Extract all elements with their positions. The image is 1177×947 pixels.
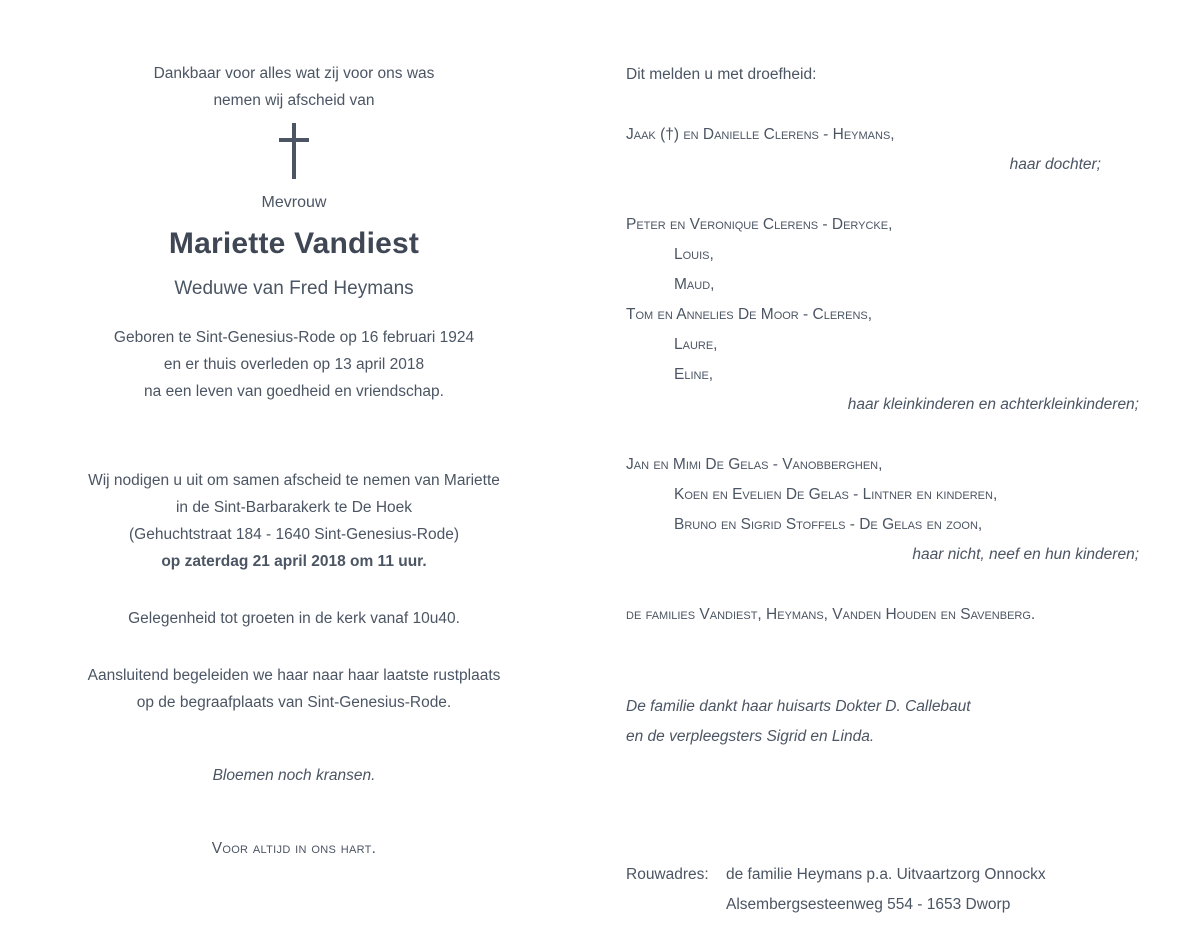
intro-line-2: nemen wij afscheid van xyxy=(213,92,375,109)
flowers-note: Bloemen noch kransen. xyxy=(212,767,376,784)
family-group-3-relation: haar nicht, neef en hun kinderen; xyxy=(912,546,1139,563)
thanks-line-2: en de verpleegsters Sigrid en Linda. xyxy=(626,728,875,745)
family-group-2-relation: haar kleinkinderen en achterkleinkinderen; xyxy=(847,396,1139,413)
family-group-2-line-5: Laure, xyxy=(674,336,718,353)
deceased-subtitle: Weduwe van Fred Heymans xyxy=(174,278,414,299)
thanks-line-1: De familie dankt haar huisarts Dokter D. Callebaut xyxy=(626,698,971,715)
cross-icon-wrapper xyxy=(40,114,548,188)
invitation-line-1: Wij nodigen u uit om samen afscheid te nemen van Mariette xyxy=(88,472,500,489)
burial-line-1: Aansluitend begeleiden we haar naar haar laatste rustplaats xyxy=(87,667,501,684)
spacer xyxy=(40,575,548,605)
family-group-1-relation: haar dochter; xyxy=(1009,156,1101,173)
invitation-line-3: (Gehuchtstraat 184 - 1640 Sint-Genesius-Rode) xyxy=(129,526,459,543)
spacer xyxy=(626,420,1141,450)
intro-line-1: Dankbaar voor alles wat zij voor ons was xyxy=(153,65,435,82)
mourning-address-row xyxy=(626,860,1141,890)
spacer xyxy=(626,570,1141,600)
family-group-2-line-4: Tom en Annelies De Moor - Clerens, xyxy=(626,306,873,323)
spacer xyxy=(626,814,1141,860)
spacer xyxy=(626,630,1141,692)
mourning-address-label: Rouwadres: xyxy=(626,866,709,883)
family-group-2-line-6: Eline, xyxy=(674,366,714,383)
family-group-3-line-1: Jan en Mimi De Gelas - Vanobberghen, xyxy=(626,456,883,473)
cross-icon xyxy=(277,123,311,179)
deceased-title: Mevrouw xyxy=(261,194,327,211)
family-group-3-line-3: Bruno en Sigrid Stoffels - De Gelas en zoon, xyxy=(674,516,983,533)
spacer xyxy=(40,716,548,762)
family-group-1-line: Jaak (†) en Danielle Clerens - Heymans, xyxy=(626,126,895,143)
spacer xyxy=(626,180,1141,210)
closing-line: Voor altijd in ons hart. xyxy=(211,840,377,857)
family-group-3-line-2: Koen en Evelien De Gelas - Lintner en kinderen, xyxy=(674,486,998,503)
spacer xyxy=(40,789,548,835)
greeting-line: Gelegenheid tot groeten in de kerk vanaf 10u40. xyxy=(128,610,460,627)
announcement-line: Dit melden u met droefheid: xyxy=(626,66,817,83)
family-group-2-line-2: Louis, xyxy=(674,246,714,263)
spacer xyxy=(626,90,1141,120)
birth-line: Geboren te Sint-Genesius-Rode op 16 februari 1924 xyxy=(113,329,475,346)
family-group-2-line-3: Maud, xyxy=(674,276,715,293)
right-column xyxy=(588,0,1177,947)
family-group-2-line-1: Peter en Veronique Clerens - Derycke, xyxy=(626,216,893,233)
spacer xyxy=(40,632,548,662)
ceremony-datetime: op zaterdag 21 april 2018 om 11 uur. xyxy=(161,553,427,570)
mourning-address-line-1: de familie Heymans p.a. Uitvaartzorg Onnockx xyxy=(726,866,1046,883)
death-line: en er thuis overleden op 13 april 2018 xyxy=(163,356,425,373)
spacer xyxy=(40,405,548,467)
mourning-address-line-2: Alsembergsesteenweg 554 - 1653 Dworp xyxy=(726,896,1011,913)
spacer xyxy=(626,752,1141,814)
deceased-name: Mariette Vandiest xyxy=(168,227,420,260)
left-column xyxy=(0,0,588,947)
families-line: de families Vandiest, Heymans, Vanden Houden en Savenberg. xyxy=(626,606,1036,623)
burial-line-2: op de begraafplaats van Sint-Genesius-Rode. xyxy=(136,694,452,711)
life-line: na een leven van goedheid en vriendschap. xyxy=(144,383,444,400)
spacer xyxy=(40,308,548,324)
invitation-line-2: in de Sint-Barbarakerk te De Hoek xyxy=(175,499,413,516)
